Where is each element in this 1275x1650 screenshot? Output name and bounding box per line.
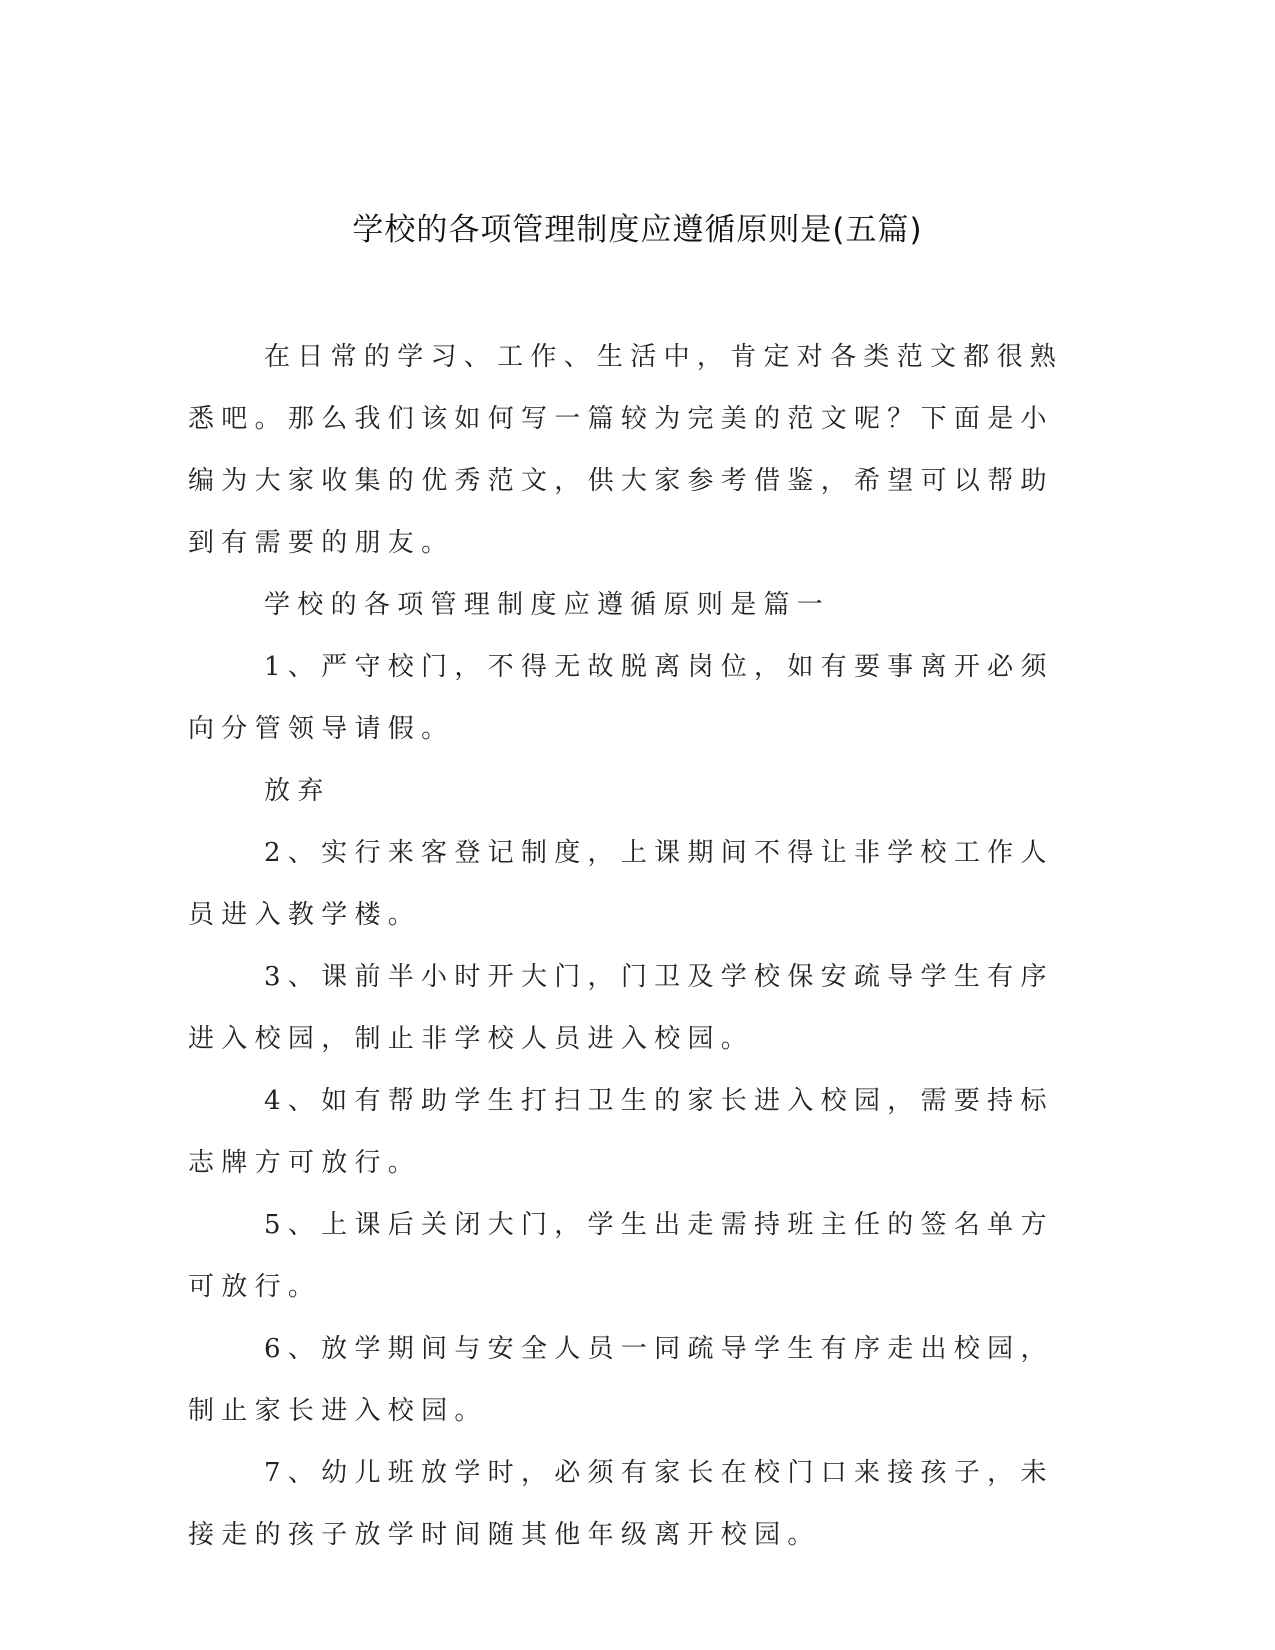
rule-item-1: 1、严守校门，不得无故脱离岗位，如有要事离开必须向分管领导请假。 bbox=[188, 652, 1054, 744]
rule-item-5: 5、上课后关闭大门，学生出走需持班主任的签名单方可放行。 bbox=[188, 1210, 1054, 1302]
rule-item-7: 7、幼儿班放学时，必须有家长在校门口来接孩子，未接走的孩子放学时间随其他年级离开校园。 bbox=[188, 1458, 1054, 1550]
intro-paragraph: 在日常的学习、工作、生活中，肯定对各类范文都很熟悉吧。那么我们该如何写一篇较为完美的范文呢？下面是小编为大家收集的优秀范文，供大家参考借鉴，希望可以帮助到有需要的朋友。 bbox=[188, 342, 1064, 558]
rule-item-6: 6、放学期间与安全人员一同疏导学生有序走出校园，制止家长进入校园。 bbox=[188, 1334, 1054, 1426]
note-paragraph: 放弃 bbox=[264, 776, 331, 806]
section-heading: 学校的各项管理制度应遵循原则是篇一 bbox=[264, 590, 831, 620]
rule-item-4: 4、如有帮助学生打扫卫生的家长进入校园，需要持标志牌方可放行。 bbox=[188, 1086, 1054, 1178]
rule-item-3: 3、课前半小时开大门，门卫及学校保安疏导学生有序进入校园，制止非学校人员进入校园。 bbox=[188, 962, 1054, 1054]
rule-item-2: 2、实行来客登记制度，上课期间不得让非学校工作人员进入教学楼。 bbox=[188, 838, 1054, 930]
document-title: 学校的各项管理制度应遵循原则是(五篇) bbox=[352, 212, 923, 248]
document-body bbox=[188, 326, 1070, 1566]
